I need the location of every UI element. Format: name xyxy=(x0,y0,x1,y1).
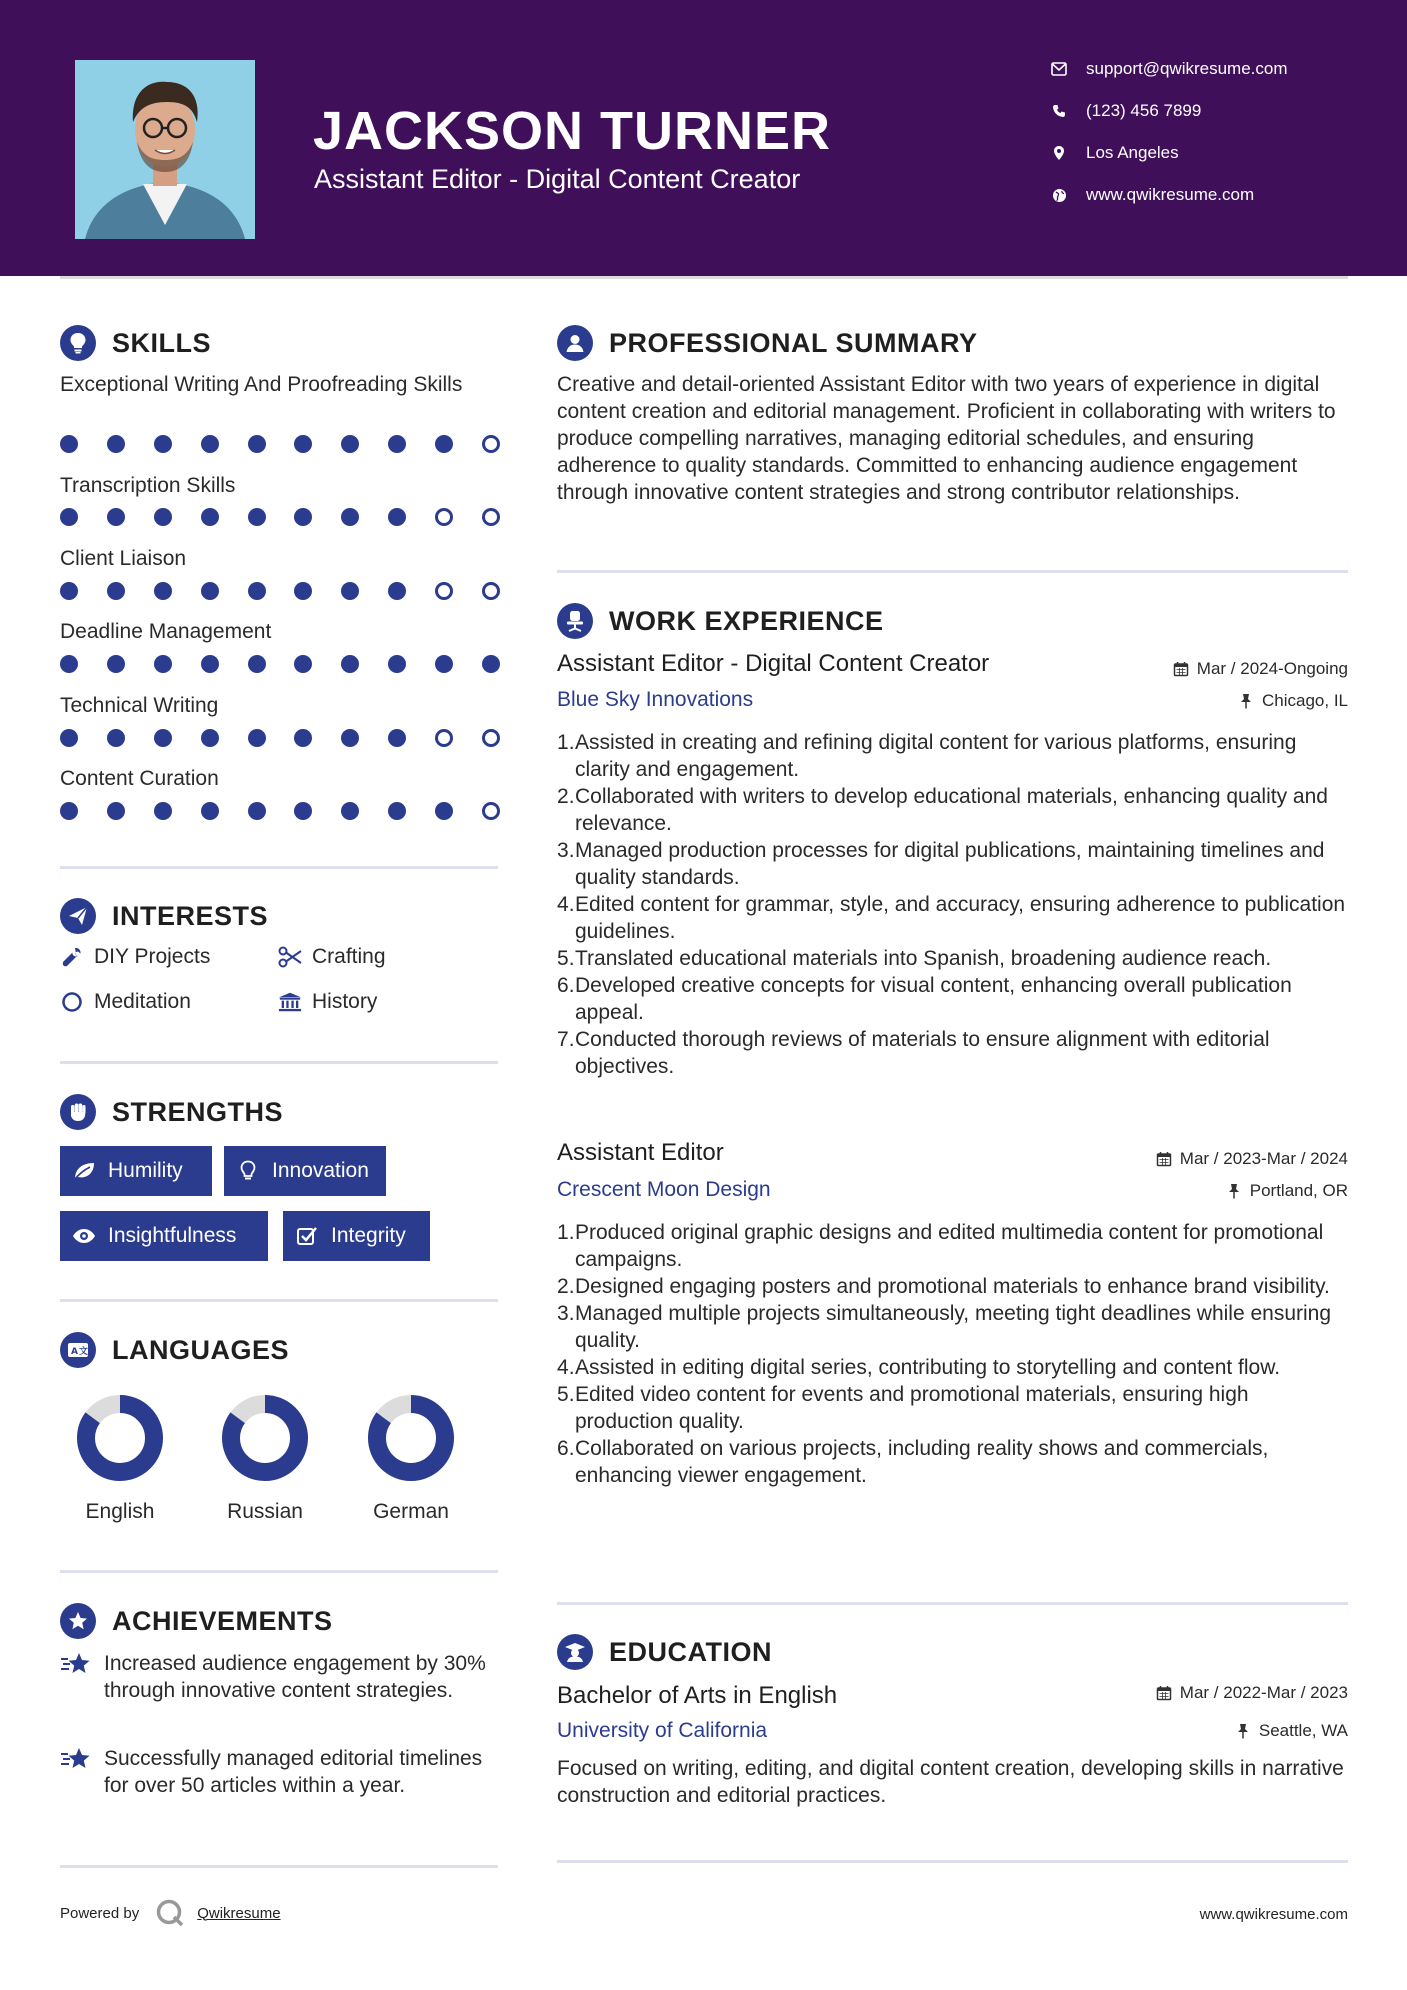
skills-title: SKILLS xyxy=(112,327,212,358)
pushpin-icon xyxy=(1235,1723,1251,1739)
rating-dot-filled xyxy=(201,729,219,747)
pushpin-icon xyxy=(1238,693,1254,709)
job-title: Assistant Editor - Digital Content Creator xyxy=(557,650,990,677)
star-badge-icon xyxy=(60,1603,96,1639)
company-name: Blue Sky Innovations xyxy=(557,688,754,711)
rating-dot-filled xyxy=(154,508,172,526)
duty-item: Collaborated on various projects, including reality shows and commercials, enhancing viewer engagement. xyxy=(575,1437,1269,1487)
globe-icon xyxy=(1050,186,1068,204)
rating-dot-filled xyxy=(60,655,78,673)
profile-photo xyxy=(75,60,255,239)
footer-powered-by xyxy=(60,1898,281,1928)
qwikresume-link[interactable]: Qwikresume xyxy=(197,1904,281,1922)
duty-item: Assisted in editing digital series, contributing to storytelling and content flow. xyxy=(575,1356,1281,1379)
footer-website[interactable]: www.qwikresume.com xyxy=(1199,1906,1348,1923)
paper-plane-icon xyxy=(60,898,96,934)
language-name: English xyxy=(85,1500,155,1523)
section-divider xyxy=(60,1865,498,1868)
achievements-title: ACHIEVEMENTS xyxy=(112,1605,333,1636)
rating-dot-empty xyxy=(482,435,500,453)
lightbulb-icon xyxy=(236,1159,260,1183)
job-dates-text: Mar / 2024-Ongoing xyxy=(1196,659,1348,678)
rating-dot-filled xyxy=(388,582,406,600)
skill-name: Technical Writing xyxy=(60,694,219,717)
strengths-title: STRENGTHS xyxy=(112,1096,284,1127)
star-icon xyxy=(60,1745,92,1777)
language-item xyxy=(60,1394,180,1524)
lightbulb-icon xyxy=(60,325,96,361)
duty-item: Collaborated with writers to develop educational materials, enhancing quality and relevance. xyxy=(575,785,1328,835)
language-name: Russian xyxy=(227,1500,303,1523)
achievement-text: Increased audience engagement by 30% through innovative content strategies. xyxy=(104,1652,486,1702)
duty-item: Edited video content for events and promotional materials, ensuring high production quality. xyxy=(575,1383,1249,1433)
rating-dot-empty xyxy=(482,802,500,820)
job-location-text: Portland, OR xyxy=(1249,1181,1348,1200)
achievement-item xyxy=(60,1745,500,1799)
translate-icon xyxy=(60,1332,96,1368)
checkbox-icon xyxy=(295,1224,319,1248)
rating-dot-filled xyxy=(107,729,125,747)
languages-heading xyxy=(60,1332,289,1368)
rating-dot-filled xyxy=(201,655,219,673)
school-name: University of California xyxy=(557,1719,768,1742)
achievements-heading xyxy=(60,1603,333,1639)
summary-heading xyxy=(557,325,978,361)
rating-dot-filled xyxy=(60,582,78,600)
rating-dot-filled xyxy=(201,435,219,453)
section-divider xyxy=(60,1570,498,1573)
interest-label: History xyxy=(312,990,378,1013)
contact-location xyxy=(1050,143,1179,163)
interest-item xyxy=(60,945,210,969)
rating-dot-filled xyxy=(294,655,312,673)
strengths-heading xyxy=(60,1094,283,1130)
summary-title: PROFESSIONAL SUMMARY xyxy=(609,327,978,358)
rating-dot-filled xyxy=(248,802,266,820)
contact-location-text: Los Angeles xyxy=(1086,143,1179,162)
rating-dot-filled xyxy=(60,435,78,453)
rating-dot-filled xyxy=(388,802,406,820)
fist-icon xyxy=(60,1094,96,1130)
rating-dot-filled xyxy=(294,582,312,600)
qwikresume-logo-icon xyxy=(155,1898,185,1928)
header-divider xyxy=(60,276,1348,279)
duty-item: Developed creative concepts for visual content, enhancing overall publication appeal. xyxy=(575,974,1292,1024)
interests-title: INTERESTS xyxy=(112,900,269,931)
star-icon xyxy=(60,1650,92,1682)
language-level-ring xyxy=(76,1394,164,1482)
rating-dot-filled xyxy=(248,508,266,526)
svg-text:A: A xyxy=(71,1347,78,1357)
rating-dot-filled xyxy=(107,435,125,453)
graduate-icon xyxy=(557,1634,593,1670)
rating-dot-filled xyxy=(107,508,125,526)
circle-icon xyxy=(60,990,84,1014)
duty-item: Assisted in creating and refining digital content for various platforms, ensuring clarity and engagement. xyxy=(575,731,1297,781)
interest-item xyxy=(278,990,377,1014)
duty-item: Designed engaging posters and promotional materials to enhance brand visibility. xyxy=(575,1275,1330,1298)
job-title: Assistant Editor xyxy=(557,1139,724,1166)
job-location-text: Chicago, IL xyxy=(1262,691,1348,710)
svg-text:文: 文 xyxy=(79,1347,89,1357)
envelope-icon xyxy=(1050,60,1068,78)
job-dates xyxy=(1173,659,1348,679)
rating-dot-empty xyxy=(482,508,500,526)
rating-dot-filled xyxy=(60,729,78,747)
rating-dot-filled xyxy=(341,508,359,526)
duty-item: Translated educational materials into Spanish, broadening audience reach. xyxy=(575,947,1272,970)
rating-dot-filled xyxy=(201,508,219,526)
section-divider xyxy=(60,1061,498,1064)
strength-tag xyxy=(224,1146,386,1196)
eye-icon xyxy=(72,1224,96,1248)
strength-tag xyxy=(60,1146,212,1196)
calendar-icon xyxy=(1173,661,1189,677)
skill-name: Content Curation xyxy=(60,767,219,790)
museum-icon xyxy=(278,990,302,1014)
job-dates xyxy=(1156,1149,1348,1169)
rating-dot-filled xyxy=(154,802,172,820)
phone-icon xyxy=(1050,102,1068,120)
calendar-icon xyxy=(1156,1151,1172,1167)
candidate-name: JACKSON TURNER xyxy=(313,101,832,161)
language-item xyxy=(351,1394,471,1524)
rating-dot-filled xyxy=(107,655,125,673)
skill-name: Exceptional Writing And Proofreading Skills xyxy=(60,373,463,396)
rating-dot-filled xyxy=(341,435,359,453)
rating-dot-filled xyxy=(435,802,453,820)
duty-item: Produced original graphic designs and edited multimedia content for promotional campaigns. xyxy=(575,1221,1324,1271)
rating-dot-filled xyxy=(294,802,312,820)
rating-dot-empty xyxy=(482,729,500,747)
section-divider xyxy=(60,866,498,869)
rating-dot-filled xyxy=(482,655,500,673)
rating-dot-filled xyxy=(294,729,312,747)
rating-dot-filled xyxy=(248,582,266,600)
duty-item: Conducted thorough reviews of materials to ensure alignment with editorial objectives. xyxy=(575,1028,1270,1078)
rating-dot-filled xyxy=(154,655,172,673)
company-name: Crescent Moon Design xyxy=(557,1178,771,1201)
achievement-text: Successfully managed editorial timelines for over 50 articles within a year. xyxy=(104,1747,483,1797)
job-duties xyxy=(557,729,1352,1080)
rating-dot-filled xyxy=(154,435,172,453)
rating-dot-filled xyxy=(60,508,78,526)
interests-heading xyxy=(60,898,268,934)
calendar-icon xyxy=(1156,1685,1172,1701)
skill-rating xyxy=(60,802,500,822)
rating-dot-empty xyxy=(435,582,453,600)
rating-dot-filled xyxy=(294,508,312,526)
wrench-icon xyxy=(60,945,84,969)
user-icon xyxy=(557,325,593,361)
map-pin-icon xyxy=(1050,144,1068,162)
rating-dot-empty xyxy=(435,729,453,747)
summary-text: Creative and detail-oriented Assistant Editor with two years of experience in digital content creation and editorial management. Proficient in collaborating with writers to produce compelling narratives, managing editorial schedules, and ensuring adherence to quality standards. Committed to enhancing audience engagement through innovative content strategies and strong contributor relationships. xyxy=(557,373,1336,504)
experience-heading xyxy=(557,603,884,639)
contact-website[interactable] xyxy=(1050,185,1254,205)
education-dates-text: Mar / 2022-Mar / 2023 xyxy=(1179,1683,1348,1702)
education-location xyxy=(1235,1721,1348,1741)
rating-dot-filled xyxy=(388,729,406,747)
rating-dot-filled xyxy=(154,729,172,747)
job-duties xyxy=(557,1219,1352,1489)
interest-item xyxy=(60,990,191,1014)
rating-dot-filled xyxy=(201,802,219,820)
resume-header xyxy=(0,0,1407,276)
skill-name: Client Liaison xyxy=(60,547,187,570)
rating-dot-filled xyxy=(107,582,125,600)
interest-label: Crafting xyxy=(312,945,386,968)
interest-label: DIY Projects xyxy=(94,945,211,968)
interest-label: Meditation xyxy=(94,990,191,1013)
skill-rating xyxy=(60,435,500,455)
rating-dot-filled xyxy=(341,802,359,820)
skill-rating xyxy=(60,582,500,602)
duty-item: Managed multiple projects simultaneously, meeting tight deadlines while ensuring quality. xyxy=(575,1302,1332,1352)
rating-dot-filled xyxy=(435,655,453,673)
rating-dot-filled xyxy=(248,655,266,673)
rating-dot-filled xyxy=(388,435,406,453)
leaf-icon xyxy=(72,1159,96,1183)
contact-phone-text: (123) 456 7899 xyxy=(1086,101,1202,120)
job-dates-text: Mar / 2023-Mar / 2024 xyxy=(1179,1149,1348,1168)
strength-label: Insightfulness xyxy=(108,1224,237,1247)
rating-dot-filled xyxy=(60,802,78,820)
section-divider xyxy=(557,570,1348,573)
rating-dot-filled xyxy=(294,435,312,453)
achievement-item xyxy=(60,1650,500,1704)
education-dates xyxy=(1156,1683,1348,1703)
scissors-icon xyxy=(278,945,302,969)
language-item xyxy=(205,1394,325,1524)
pushpin-icon xyxy=(1226,1183,1242,1199)
interest-item xyxy=(278,945,386,969)
contact-email-text: support@qwikresume.com xyxy=(1086,59,1288,78)
degree-title: Bachelor of Arts in English xyxy=(557,1682,838,1709)
rating-dot-filled xyxy=(435,435,453,453)
strength-tag xyxy=(283,1211,430,1261)
education-description: Focused on writing, editing, and digital content creation, developing skills in narrative construction and editorial practices. xyxy=(557,1757,1344,1807)
job-location xyxy=(1238,691,1348,711)
strength-label: Integrity xyxy=(331,1224,406,1247)
contact-email[interactable] xyxy=(1050,59,1288,79)
skill-rating xyxy=(60,508,500,528)
education-title: EDUCATION xyxy=(609,1636,772,1667)
section-divider xyxy=(557,1860,1348,1863)
rating-dot-filled xyxy=(201,582,219,600)
language-level-ring xyxy=(367,1394,455,1482)
duty-item: Managed production processes for digital publications, maintaining timelines and quality standards. xyxy=(575,839,1325,889)
rating-dot-filled xyxy=(248,435,266,453)
section-divider xyxy=(60,1299,498,1302)
rating-dot-empty xyxy=(482,582,500,600)
rating-dot-filled xyxy=(341,582,359,600)
rating-dot-filled xyxy=(341,729,359,747)
strength-tag xyxy=(60,1211,268,1261)
job-location xyxy=(1226,1181,1348,1201)
powered-by-label: Powered by xyxy=(60,1904,140,1922)
section-divider xyxy=(557,1602,1348,1605)
rating-dot-filled xyxy=(388,655,406,673)
languages-title: LANGUAGES xyxy=(112,1334,290,1365)
office-chair-icon xyxy=(557,603,593,639)
contact-website-text: www.qwikresume.com xyxy=(1086,185,1255,204)
language-name: German xyxy=(373,1500,449,1523)
language-level-ring xyxy=(221,1394,309,1482)
skill-name: Transcription Skills xyxy=(60,474,236,497)
skill-name: Deadline Management xyxy=(60,620,272,643)
strength-label: Humility xyxy=(108,1159,183,1182)
rating-dot-filled xyxy=(107,802,125,820)
rating-dot-filled xyxy=(248,729,266,747)
skill-rating xyxy=(60,655,500,675)
rating-dot-filled xyxy=(388,508,406,526)
experience-title: WORK EXPERIENCE xyxy=(609,605,884,636)
education-heading xyxy=(557,1634,772,1670)
candidate-title: Assistant Editor - Digital Content Creator xyxy=(314,164,801,194)
contact-phone[interactable] xyxy=(1050,101,1201,121)
rating-dot-filled xyxy=(341,655,359,673)
rating-dot-empty xyxy=(435,508,453,526)
duty-item: Edited content for grammar, style, and accuracy, ensuring adherence to publication guidelines. xyxy=(575,893,1346,943)
education-location-text: Seattle, WA xyxy=(1258,1721,1348,1740)
rating-dot-filled xyxy=(154,582,172,600)
skill-rating xyxy=(60,729,500,749)
skills-heading xyxy=(60,325,211,361)
strength-label: Innovation xyxy=(272,1159,369,1182)
